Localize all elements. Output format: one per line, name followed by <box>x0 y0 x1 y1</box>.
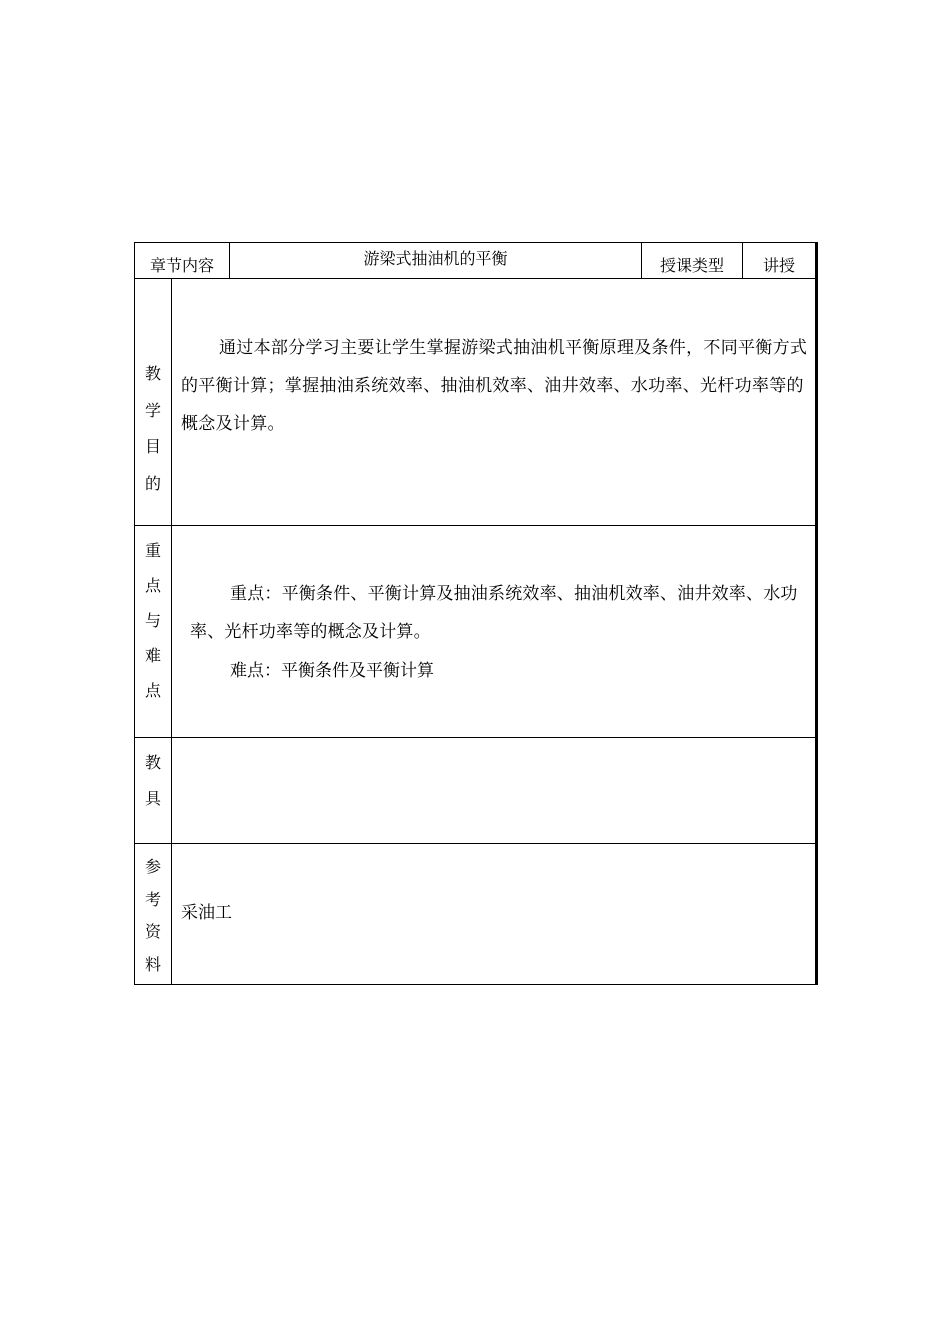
key-points-label-char: 重 <box>144 541 161 560</box>
key-points-row <box>135 526 815 738</box>
references-text: 采油工 <box>181 903 232 923</box>
objectives-label-char: 教 <box>144 364 161 383</box>
references-label-char: 资 <box>144 922 161 941</box>
key-points-label-char: 与 <box>144 611 161 630</box>
chapter-title: 游梁式抽油机的平衡 <box>230 243 642 278</box>
key-points-content <box>172 526 815 737</box>
chapter-label: 章节内容 <box>135 243 230 278</box>
key-points-label-char: 难 <box>144 646 161 665</box>
teaching-aids-content <box>172 738 815 843</box>
focus-text: 重点：平衡条件、平衡计算及抽油系统效率、抽油机效率、油井效率、水功率、光杆功率等的概念及计算。 <box>190 584 798 642</box>
references-content <box>172 844 815 984</box>
references-label <box>135 844 172 984</box>
lesson-plan-table <box>134 242 818 985</box>
teaching-aids-label <box>135 738 172 843</box>
key-points-label-char: 点 <box>144 576 161 595</box>
objectives-row <box>135 279 815 526</box>
objectives-label-char: 学 <box>144 400 161 420</box>
teaching-aids-label-char: 教 <box>144 753 161 772</box>
references-label-char: 考 <box>144 889 161 909</box>
difficulty-text: 难点：平衡条件及平衡计算 <box>230 661 434 681</box>
key-points-label <box>135 526 172 737</box>
teaching-aids-row <box>135 738 815 844</box>
header-row <box>135 243 815 279</box>
objectives-label <box>135 279 172 525</box>
objectives-label-char: 的 <box>144 473 161 493</box>
objectives-text: 通过本部分学习主要让学生掌握游梁式抽油机平衡原理及条件，不同平衡方式的平衡计算；掌握抽油系统效率、抽油机效率、油井效率、水功率、光杆功率等的概念及计算。 <box>181 338 808 434</box>
references-label-char: 参 <box>144 857 161 876</box>
objectives-label-char: 目 <box>144 437 161 456</box>
references-label-char: 料 <box>144 954 161 974</box>
objectives-content <box>172 279 815 525</box>
references-row <box>135 844 815 984</box>
teaching-aids-label-char: 具 <box>144 789 161 808</box>
key-points-label-char: 点 <box>144 681 161 700</box>
type-value: 讲授 <box>762 256 795 275</box>
type-label: 授课类型 <box>642 243 743 278</box>
